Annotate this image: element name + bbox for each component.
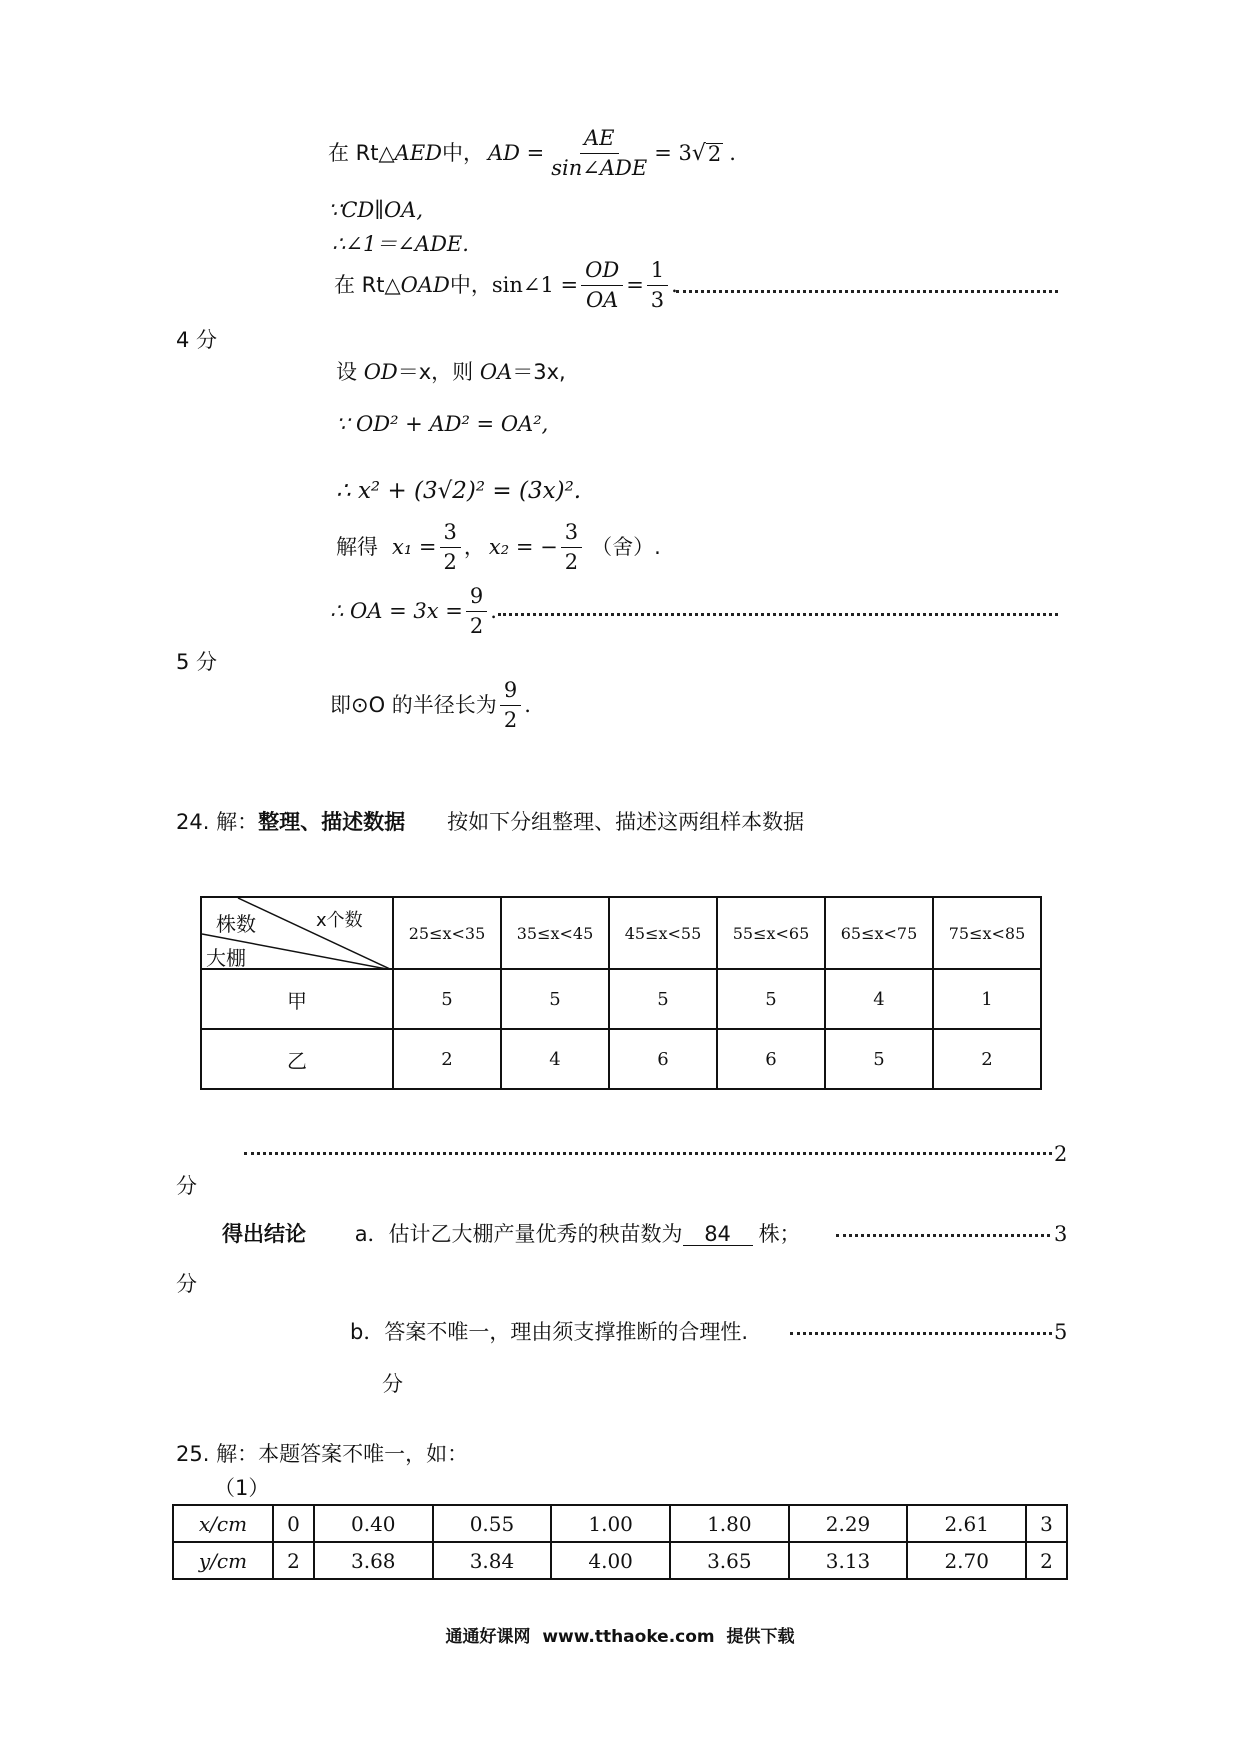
- lhs: AD =: [488, 141, 545, 165]
- leader-dots: [676, 290, 1058, 293]
- score-unit: 分: [382, 1372, 403, 1396]
- equals: =: [626, 273, 644, 297]
- numerator: 1: [647, 260, 668, 286]
- leader-dots: [790, 1332, 1052, 1335]
- column-header: 55≤x<65: [717, 897, 825, 969]
- page-footer: 通通好课网 www.tthaoke.com 提供下载: [445, 1627, 795, 1647]
- period: .: [524, 693, 531, 717]
- numerator: AE: [580, 128, 619, 154]
- denominator: sin∠ADE: [551, 156, 648, 180]
- table-cell: 3: [1026, 1505, 1067, 1542]
- q24-heading: [176, 812, 804, 833]
- seedling-table: [200, 896, 1042, 1090]
- table-cell: 5: [825, 1029, 933, 1089]
- q25-heading: 25. 解：本题答案不唯一，如：: [176, 1442, 469, 1466]
- corner-top-label: 株数: [216, 912, 256, 936]
- line-let-od: [336, 362, 566, 383]
- table-cell: 4: [501, 1029, 609, 1089]
- text: ＝3x,: [512, 360, 566, 384]
- period: .: [729, 141, 736, 165]
- table-cell: 5: [717, 969, 825, 1029]
- table-row: [201, 969, 1041, 1029]
- radicand: 2: [707, 141, 722, 166]
- period: .: [490, 599, 497, 623]
- line-pythagoras: ∵ OD² + AD² = OA²,: [336, 412, 549, 436]
- fraction-od-oa: [581, 260, 623, 311]
- table-cell: 2.70: [907, 1542, 1026, 1579]
- numerator: 3: [440, 522, 461, 548]
- line-oa-value: [330, 586, 497, 637]
- column-header: 25≤x<35: [393, 897, 501, 969]
- fraction: [561, 522, 582, 573]
- conclusion-title: 得出结论: [222, 1222, 306, 1246]
- line-radius: [330, 680, 531, 731]
- line-ad-formula: 在 Rt△ AED 中， AD = $\frac{AE}{\text{sin∠ADE}}$ = 3 √ 2 .: [328, 126, 736, 180]
- table-row: [201, 1029, 1041, 1089]
- text: 设: [336, 360, 364, 384]
- table-cell: 3.68: [314, 1542, 433, 1579]
- table-row: [173, 1505, 1067, 1542]
- rejected-note: （舍）.: [591, 535, 661, 559]
- table-cell: 2: [393, 1029, 501, 1089]
- table-cell: 2.61: [907, 1505, 1026, 1542]
- row-label: 乙: [201, 1029, 393, 1089]
- line-parallel: ∵CD∥OA,: [328, 198, 424, 222]
- line-solve: [336, 522, 661, 573]
- leader-dots: [244, 1152, 1052, 1155]
- leader-dots: [836, 1234, 1050, 1237]
- answer-a-text: a．估计乙大棚产量优秀的秧苗数为: [354, 1222, 683, 1246]
- period: .: [671, 273, 678, 297]
- text: 在 Rt△: [334, 273, 401, 297]
- table-cell: 4: [825, 969, 933, 1029]
- heading-text: 按如下分组整理、描述这两组样本数据: [447, 810, 805, 834]
- fraction: [466, 586, 487, 637]
- comma: ，: [463, 535, 485, 559]
- table-cell: 6: [717, 1029, 825, 1089]
- table-cell: 2.29: [789, 1505, 908, 1542]
- table-cell: 1.00: [551, 1505, 670, 1542]
- var-oa: OA: [479, 360, 513, 384]
- denominator: 2: [443, 550, 457, 574]
- numerator: 9: [466, 586, 487, 612]
- score-unit: 分: [176, 1174, 197, 1198]
- text: 即⊙O 的半径长为: [330, 693, 497, 717]
- row-label: y/cm: [173, 1542, 273, 1579]
- triangle-name: AED: [394, 141, 442, 165]
- fraction: [440, 522, 461, 573]
- conclusion-a: [222, 1224, 801, 1246]
- line-substitution: ∴ x² + (3√2)² = (3x)².: [336, 478, 582, 504]
- numerator: 3: [561, 522, 582, 548]
- score-unit: 分: [176, 1272, 197, 1296]
- table-cell: 4.00: [551, 1542, 670, 1579]
- table-cell: 5: [609, 969, 717, 1029]
- table-cell: 0: [273, 1505, 314, 1542]
- leader-dots: [498, 613, 1058, 616]
- table-cell: 6: [609, 1029, 717, 1089]
- table-cell: 2: [273, 1542, 314, 1579]
- text: ＝x，则: [397, 360, 480, 384]
- fraction: [547, 128, 651, 179]
- line-sin-formula: [334, 260, 678, 311]
- table-cell: 3.65: [670, 1542, 789, 1579]
- denominator: 2: [469, 614, 484, 638]
- table-cell: 1.80: [670, 1505, 789, 1542]
- denominator: 2: [503, 708, 518, 732]
- table-cell: 3.84: [433, 1542, 552, 1579]
- table-cell: 5: [393, 969, 501, 1029]
- column-header: 35≤x<45: [501, 897, 609, 969]
- row-label: x/cm: [173, 1505, 273, 1542]
- score-number: 3: [1054, 1222, 1068, 1246]
- xy-table: [172, 1504, 1068, 1580]
- question-number: 24. 解：: [176, 810, 259, 834]
- text: 中，: [449, 273, 492, 297]
- triangle-name: OAD: [400, 273, 450, 297]
- answer-a-value: 84: [683, 1224, 753, 1246]
- numerator: 9: [500, 680, 521, 706]
- table-cell: 1: [933, 969, 1041, 1029]
- table-cell: 2: [1026, 1542, 1067, 1579]
- text: 在 Rt△: [328, 141, 395, 165]
- line-angle-equal: ∴∠1＝∠ADE.: [332, 232, 469, 256]
- section-title: 整理、描述数据: [258, 810, 406, 834]
- table-cell: 0.55: [433, 1505, 552, 1542]
- answer-a-unit: 株；: [758, 1222, 801, 1246]
- table-cell: 0.40: [314, 1505, 433, 1542]
- fraction-one-third: [647, 260, 668, 311]
- corner-right-label: x个数: [316, 910, 363, 931]
- rhs: = 3: [654, 141, 692, 165]
- conclusion-b: b．答案不唯一，理由须支撑推断的合理性.: [350, 1320, 749, 1344]
- numerator: OD: [581, 260, 623, 286]
- table-cell: 3.13: [789, 1542, 908, 1579]
- table-row: [173, 1542, 1067, 1579]
- text: 中，: [442, 141, 484, 165]
- lhs: ∴ OA = 3x =: [330, 599, 463, 623]
- corner-bottom-label: 大棚: [206, 946, 246, 970]
- corner-header: [201, 897, 393, 969]
- row-label: 甲: [201, 969, 393, 1029]
- denominator: 3: [650, 288, 665, 312]
- column-header: 45≤x<55: [609, 897, 717, 969]
- table-cell: 5: [501, 969, 609, 1029]
- fraction: [500, 680, 521, 731]
- var-od: OD: [363, 360, 398, 384]
- x1: x₁ =: [392, 535, 437, 559]
- lhs: sin∠1 =: [491, 273, 579, 297]
- column-header: 65≤x<75: [825, 897, 933, 969]
- denominator: OA: [585, 288, 619, 312]
- part-label: （1）: [214, 1476, 270, 1500]
- text: 解得: [336, 535, 378, 559]
- score-number: 2: [1054, 1142, 1068, 1166]
- score-label: 4 分: [176, 328, 218, 352]
- denominator: 2: [564, 550, 579, 574]
- score-label: 5 分: [176, 650, 218, 674]
- x2: x₂ = −: [488, 535, 558, 559]
- table-cell: 2: [933, 1029, 1041, 1089]
- column-header: 75≤x<85: [933, 897, 1041, 969]
- score-number: 5: [1054, 1320, 1068, 1344]
